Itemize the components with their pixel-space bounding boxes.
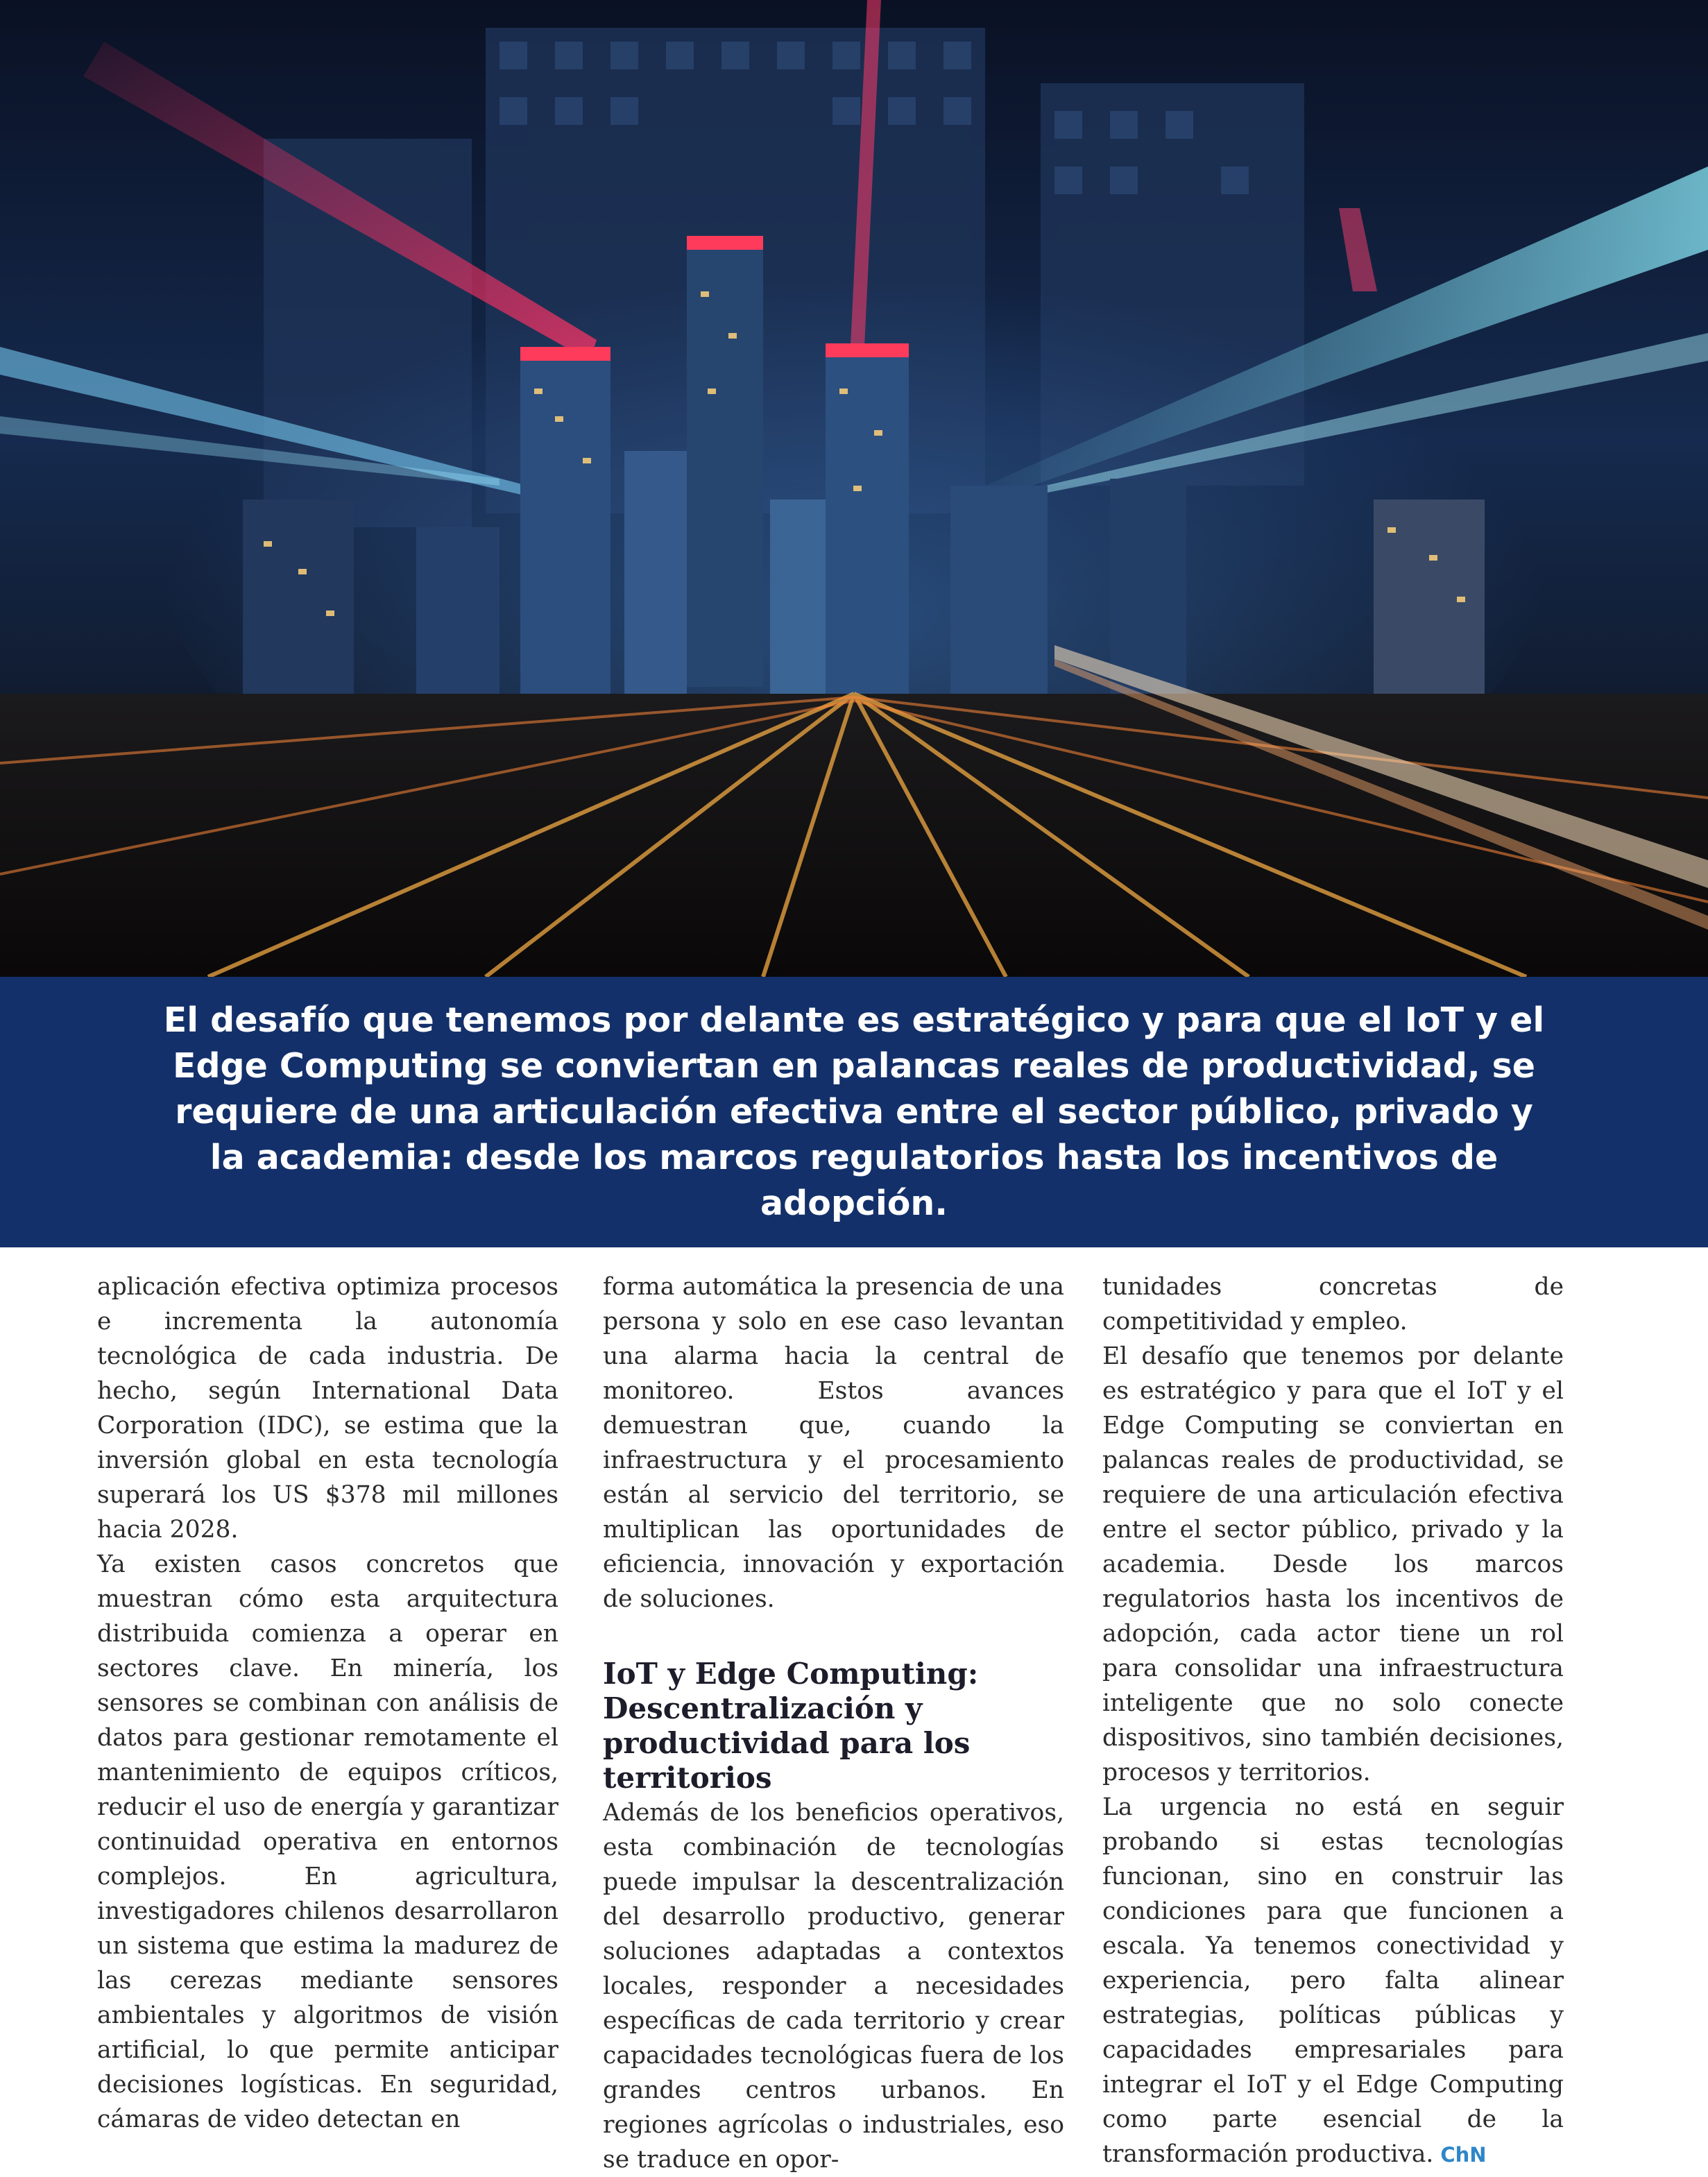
column-2 <box>603 1270 1064 2177</box>
pull-quote-text: El desafío que tenemos por delante es estratégico y para que el IoT y el Edge Computing se conviertan en palancas reales de productividad, se requiere de una articulación efectiva entre el sector público, privado y la academia: desde los marcos regulatorios hasta los incentivos de adopción. <box>163 1000 1545 1223</box>
paragraph: forma automática la presencia de una persona y solo en ese caso levantan una alarma hacia la central de monitoreo. Estos avances demuestran que, cuando la infraestructura y el procesamiento están al servicio del territorio, se multiplican las oportunidades de eficiencia, innovación y exportación de soluciones. <box>603 1273 1064 1613</box>
paragraph: El desafío que tenemos por delante es estratégico y para que el IoT y el Edge Computing se conviertan en palancas reales de productividad, se requiere de una articulación efectiva entre el sector público, privado y la academia. Desde los marcos regulatorios hasta los incentivos de adopción, cada actor tiene un rol para consolidar una infraestructura inteligente que no solo conecte dispositivos, sino también decisiones, procesos y territorios. <box>1102 1342 1564 1786</box>
hero-image <box>0 0 1708 977</box>
paragraph: tunidades concretas de competitividad y empleo. <box>1102 1273 1564 1335</box>
pull-quote-banner <box>0 977 1708 1247</box>
author-signature: ChN <box>1440 2143 1487 2167</box>
city-night-network-image <box>0 0 1708 977</box>
paragraph: Además de los beneficios operativos, esta combinación de tecnologías puede impulsar la descentralización del desarrollo productivo, generar soluciones adaptadas a contextos locales, responder a necesidades específicas de cada territorio y crear capacidades tecnológicas fuera de los grandes centros urbanos. En regiones agrícolas o industriales, eso se traduce en opor- <box>603 1799 1064 2174</box>
paragraph-final-text: La urgencia no está en seguir probando si estas tecnologías funcionan, sino en construir las condiciones para que funcionen a escala. Ya tenemos conectividad y experiencia, pero falta alinear estrategias, políticas públicas y capacidades empresariales para integrar el IoT y el Edge Computing como parte esencial de la transformación productiva. <box>1102 1793 1564 2168</box>
paragraph-final <box>1102 1790 1564 2172</box>
paragraph: aplicación efectiva optimiza procesos e incrementa la autonomía tecnológica de cada industria. De hecho, según International Data Corporation (IDC), se estima que la inversión global en esta tecnología superará los US $378 mil millones hacia 2028. <box>97 1273 558 1544</box>
paragraph: Ya existen casos concretos que muestran cómo esta arquitectura distribuida comienza a operar en sectores clave. En minería, los sensores se combinan con análisis de datos para gestionar remotamente el mantenimiento de equipos críticos, reducir el uso de energía y garantizar continuidad operativa en entornos complejos. En agricultura, investigadores chilenos desarrollaron un sistema que estima la madurez de las cerezas mediante sensores ambientales y algoritmos de visión artificial, lo que permite anticipar decisiones logísticas. En seguridad, cámaras de video detectan en <box>97 1551 558 2133</box>
column-3 <box>1102 1270 1564 2172</box>
column-1 <box>97 1270 558 2137</box>
section-heading: IoT y Edge Computing: Descentralización y productividad para los territorios <box>603 1657 979 1795</box>
